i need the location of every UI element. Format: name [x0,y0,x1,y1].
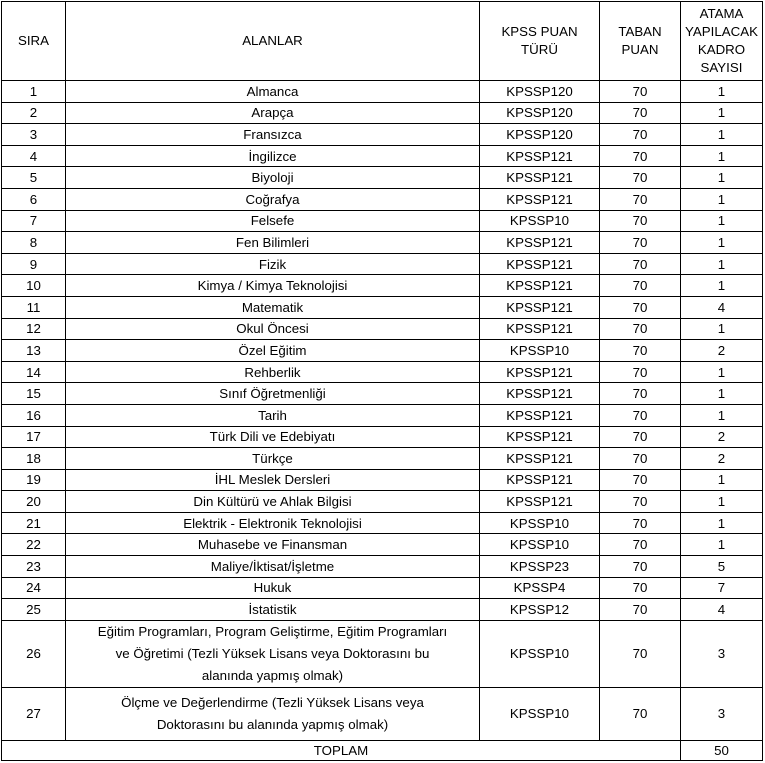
row-kadro-sayisi: 1 [681,167,763,189]
row-alan: Coğrafya [66,188,480,210]
table-row [2,124,763,146]
table-row [2,534,763,556]
row-kadro-sayisi: 1 [681,512,763,534]
row-kpss-puan-turu: KPSSP120 [480,102,600,124]
row-taban-puan: 70 [600,512,681,534]
table-row [2,145,763,167]
row-kpss-puan-turu: KPSSP10 [480,512,600,534]
row-kadro-sayisi: 1 [681,383,763,405]
header-kpss-puan-turu: KPSS PUAN TÜRÜ [480,2,600,81]
row-kpss-puan-turu: KPSSP121 [480,383,600,405]
row-alan: Sınıf Öğretmenliği [66,383,480,405]
row-taban-puan: 70 [600,556,681,578]
row-kpss-puan-turu: KPSSP121 [480,188,600,210]
row-sira: 20 [2,491,66,513]
row-sira: 21 [2,512,66,534]
row-kpss-puan-turu: KPSSP121 [480,145,600,167]
row-taban-puan: 70 [600,167,681,189]
row-kpss-puan-turu: KPSSP10 [480,534,600,556]
row-alan: Felsefe [66,210,480,232]
table-row [2,491,763,513]
row-sira: 5 [2,167,66,189]
row-sira: 15 [2,383,66,405]
row-kadro-sayisi: 3 [681,620,763,687]
row-alan: Tarih [66,404,480,426]
row-kadro-sayisi: 1 [681,81,763,103]
row-sira: 8 [2,232,66,254]
table-row [2,210,763,232]
row-alan: Arapça [66,102,480,124]
header-taban-puan: TABAN PUAN [600,2,681,81]
row-taban-puan: 70 [600,448,681,470]
row-taban-puan: 70 [600,491,681,513]
row-kpss-puan-turu: KPSSP120 [480,124,600,146]
row-kadro-sayisi: 2 [681,426,763,448]
row-alan: Biyoloji [66,167,480,189]
row-taban-puan: 70 [600,577,681,599]
table-row [2,253,763,275]
row-alan: Fen Bilimleri [66,232,480,254]
header-kadro-sayisi: ATAMA YAPILACAK KADRO SAYISI [681,2,763,81]
table-row [2,167,763,189]
row-kadro-sayisi: 5 [681,556,763,578]
table-row [2,296,763,318]
row-alan: Kimya / Kimya Teknolojisi [66,275,480,297]
table-row [2,512,763,534]
row-sira: 12 [2,318,66,340]
row-alan: Elektrik - Elektronik Teknolojisi [66,512,480,534]
row-taban-puan: 70 [600,599,681,621]
table-row [2,318,763,340]
row-kadro-sayisi: 3 [681,687,763,740]
row-taban-puan: 70 [600,361,681,383]
row-sira: 7 [2,210,66,232]
row-alan: Fransızca [66,124,480,146]
row-taban-puan: 70 [600,124,681,146]
row-alan: Maliye/İktisat/İşletme [66,556,480,578]
row-kpss-puan-turu: KPSSP120 [480,81,600,103]
table-row [2,687,763,740]
row-kpss-puan-turu: KPSSP121 [480,296,600,318]
row-alan: İstatistik [66,599,480,621]
row-alan: Hukuk [66,577,480,599]
row-kpss-puan-turu: KPSSP12 [480,599,600,621]
row-alan: Türk Dili ve Edebiyatı [66,426,480,448]
row-taban-puan: 70 [600,188,681,210]
row-sira: 26 [2,620,66,687]
row-kadro-sayisi: 1 [681,253,763,275]
row-taban-puan: 70 [600,275,681,297]
row-kadro-sayisi: 1 [681,469,763,491]
row-sira: 25 [2,599,66,621]
row-sira: 4 [2,145,66,167]
row-kpss-puan-turu: KPSSP23 [480,556,600,578]
row-taban-puan: 70 [600,426,681,448]
header-alanlar: ALANLAR [66,2,480,81]
row-taban-puan: 70 [600,469,681,491]
row-sira: 6 [2,188,66,210]
row-kadro-sayisi: 1 [681,534,763,556]
row-kpss-puan-turu: KPSSP10 [480,340,600,362]
row-kadro-sayisi: 7 [681,577,763,599]
table-row [2,426,763,448]
row-kpss-puan-turu: KPSSP121 [480,469,600,491]
row-kadro-sayisi: 4 [681,599,763,621]
row-kadro-sayisi: 4 [681,296,763,318]
row-sira: 16 [2,404,66,426]
row-kpss-puan-turu: KPSSP121 [480,232,600,254]
row-sira: 24 [2,577,66,599]
row-kpss-puan-turu: KPSSP121 [480,361,600,383]
row-sira: 14 [2,361,66,383]
row-kpss-puan-turu: KPSSP4 [480,577,600,599]
row-kadro-sayisi: 2 [681,448,763,470]
row-taban-puan: 70 [600,340,681,362]
row-alan: Muhasebe ve Finansman [66,534,480,556]
row-kadro-sayisi: 1 [681,210,763,232]
row-sira: 9 [2,253,66,275]
row-kadro-sayisi: 1 [681,275,763,297]
row-kadro-sayisi: 1 [681,102,763,124]
row-kpss-puan-turu: KPSSP121 [480,491,600,513]
row-sira: 27 [2,687,66,740]
header-sira: SIRA [2,2,66,81]
row-alan: Fizik [66,253,480,275]
table-row [2,404,763,426]
row-kpss-puan-turu: KPSSP121 [480,253,600,275]
row-taban-puan: 70 [600,145,681,167]
row-kadro-sayisi: 1 [681,232,763,254]
table-row [2,232,763,254]
row-alan: Din Kültürü ve Ahlak Bilgisi [66,491,480,513]
table-row [2,556,763,578]
row-kpss-puan-turu: KPSSP10 [480,687,600,740]
row-sira: 18 [2,448,66,470]
table-row [2,188,763,210]
row-sira: 1 [2,81,66,103]
row-sira: 13 [2,340,66,362]
table-row [2,577,763,599]
row-taban-puan: 70 [600,318,681,340]
row-sira: 23 [2,556,66,578]
row-kpss-puan-turu: KPSSP121 [480,426,600,448]
row-alan: İHL Meslek Dersleri [66,469,480,491]
row-sira: 17 [2,426,66,448]
total-value: 50 [681,740,763,760]
row-kadro-sayisi: 1 [681,491,763,513]
table-row [2,469,763,491]
row-alan: Rehberlik [66,361,480,383]
header-row [2,2,763,81]
row-alan: Eğitim Programları, Program Geliştirme, Eğitim Programları ve Öğretimi (Tezli Yüksek Lisans veya Doktorasını bu alanında yapmış olmak) [66,620,480,687]
row-alan: Özel Eğitim [66,340,480,362]
row-alan: Matematik [66,296,480,318]
row-kpss-puan-turu: KPSSP121 [480,318,600,340]
row-sira: 2 [2,102,66,124]
row-kadro-sayisi: 1 [681,361,763,383]
table-row [2,102,763,124]
row-alan: Ölçme ve Değerlendirme (Tezli Yüksek Lisans veya Doktorasını bu alanında yapmış olmak) [66,687,480,740]
row-kpss-puan-turu: KPSSP121 [480,404,600,426]
row-kadro-sayisi: 1 [681,188,763,210]
row-alan: Almanca [66,81,480,103]
row-taban-puan: 70 [600,534,681,556]
row-sira: 3 [2,124,66,146]
total-row [2,740,763,760]
row-sira: 11 [2,296,66,318]
row-taban-puan: 70 [600,102,681,124]
row-kpss-puan-turu: KPSSP121 [480,448,600,470]
row-sira: 19 [2,469,66,491]
row-taban-puan: 70 [600,383,681,405]
table-row [2,81,763,103]
table-row [2,383,763,405]
row-taban-puan: 70 [600,232,681,254]
table-row [2,361,763,383]
row-kpss-puan-turu: KPSSP10 [480,210,600,232]
row-alan: Okul Öncesi [66,318,480,340]
row-taban-puan: 70 [600,620,681,687]
row-kadro-sayisi: 2 [681,340,763,362]
row-taban-puan: 70 [600,296,681,318]
row-kadro-sayisi: 1 [681,404,763,426]
row-sira: 10 [2,275,66,297]
table-row [2,448,763,470]
row-alan: Türkçe [66,448,480,470]
total-label: TOPLAM [2,740,681,760]
row-taban-puan: 70 [600,81,681,103]
row-taban-puan: 70 [600,687,681,740]
row-taban-puan: 70 [600,253,681,275]
row-sira: 22 [2,534,66,556]
row-kpss-puan-turu: KPSSP10 [480,620,600,687]
row-alan: İngilizce [66,145,480,167]
table-row [2,620,763,687]
row-kadro-sayisi: 1 [681,124,763,146]
table-row [2,275,763,297]
row-kadro-sayisi: 1 [681,145,763,167]
kadro-table [1,1,763,761]
row-kpss-puan-turu: KPSSP121 [480,275,600,297]
row-taban-puan: 70 [600,210,681,232]
row-kpss-puan-turu: KPSSP121 [480,167,600,189]
row-taban-puan: 70 [600,404,681,426]
table-row [2,340,763,362]
row-kadro-sayisi: 1 [681,318,763,340]
table-row [2,599,763,621]
